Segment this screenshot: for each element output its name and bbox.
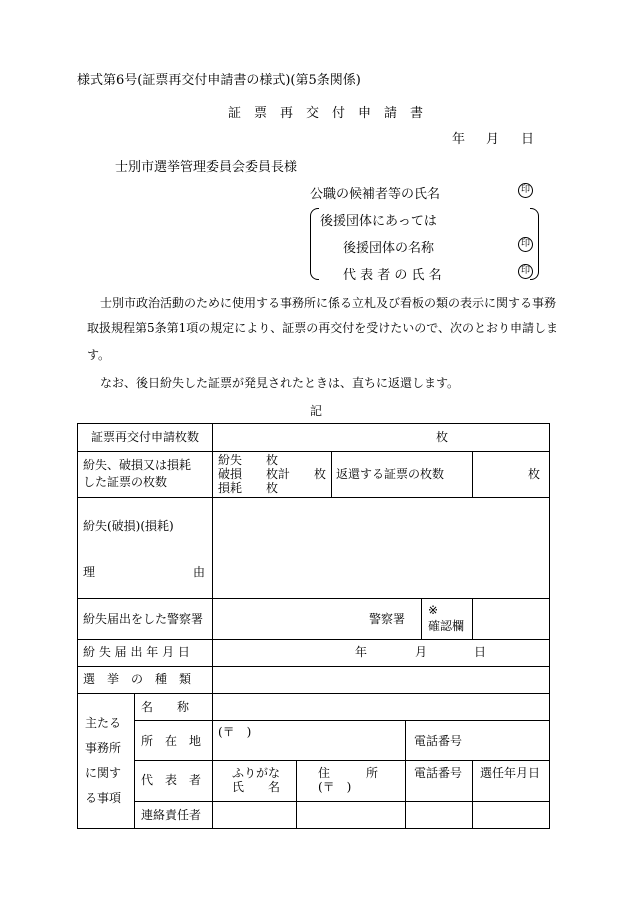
body-line-1: 士別市政治活動のために使用する事務所に係る立札及び看板の類の表示に関する事務	[100, 296, 557, 310]
office-group-label-4: る事項	[85, 791, 122, 805]
support-group-label: 後援団体にあっては	[320, 214, 437, 229]
return-count-unit: 枚	[528, 467, 541, 481]
seal-icon: 印	[518, 237, 533, 252]
left-bracket	[310, 208, 319, 280]
appointment-date-label: 選任年月日	[480, 766, 541, 780]
support-group-name-label: 後援団体の名称	[343, 241, 435, 256]
seal-icon: 印	[518, 264, 533, 279]
shimei-label: 氏 名	[232, 780, 281, 794]
addressee: 士別市選挙管理委員会委員長様	[115, 160, 298, 175]
report-date-month: 月	[415, 645, 428, 659]
office-name-label: 名 称	[141, 700, 190, 714]
jusho-label: 住 所	[318, 766, 379, 780]
office-group-label-1: 主たる	[85, 716, 122, 730]
application-count-unit: 枚	[436, 430, 449, 444]
reason-label-2a: 理	[83, 565, 96, 579]
postal-code-2: (〒 )	[318, 780, 352, 794]
date-month: 月	[486, 132, 500, 147]
police-station-label: 紛失届出をした警察署	[83, 612, 204, 626]
form-label: 様式第6号(証票再交付申請書の様式)(第5条関係)	[77, 73, 361, 88]
contact-person-label: 連絡責任者	[141, 808, 202, 822]
body-line-2: 取扱規程第5条第1項の規定により、証票の再交付を受けたいので、次のとおり申請しま	[87, 321, 559, 335]
lost-count: 紛失 枚	[218, 453, 279, 467]
furigana-label: ふりがな	[232, 766, 281, 780]
application-count-label: 証票再交付申請枚数	[91, 430, 200, 444]
police-station-suffix: 警察署	[369, 612, 406, 626]
lost-count-label-2: した証票の枚数	[83, 475, 168, 489]
damaged-count: 破損 枚計 枚	[218, 467, 327, 481]
report-date-day: 日	[474, 645, 487, 659]
phone-label: 電話番号	[414, 734, 463, 748]
postal-code: (〒 )	[218, 725, 252, 739]
candidate-name-label: 公職の候補者等の氏名	[310, 187, 441, 202]
return-count-label: 返還する証票の枚数	[336, 467, 445, 481]
document-title: 証 票 再 交 付 申 請 書	[228, 106, 424, 121]
worn-count: 損耗 枚	[218, 481, 279, 495]
report-date-label: 紛 失 届 出 年 月 日	[83, 645, 190, 659]
election-type-label: 選 挙 の 種 類	[83, 672, 192, 686]
office-group-label-3: に関す	[85, 766, 122, 780]
office-address-label: 所 在 地	[141, 734, 202, 748]
office-group-label-2: 事務所	[85, 741, 122, 755]
representative-name-label: 代 表 者 の 氏 名	[343, 268, 442, 283]
report-date-year: 年	[355, 645, 368, 659]
date-day: 日	[521, 132, 535, 147]
body-line-3: す。	[87, 348, 111, 362]
seal-icon: 印	[518, 183, 533, 198]
ki-label: 記	[310, 404, 323, 418]
note-mark: ※	[428, 603, 439, 617]
phone-label-2: 電話番号	[414, 766, 463, 780]
date-year: 年	[452, 132, 466, 147]
lost-count-label-1: 紛失、破損又は損耗	[83, 458, 192, 472]
confirmation-column-label: 確認欄	[428, 619, 465, 633]
reason-label-2b: 由	[193, 565, 206, 579]
reason-label-1: 紛失(破損)(損耗)	[83, 519, 174, 533]
representative-label: 代 表 者	[141, 773, 202, 787]
body-line-4: なお、後日紛失した証票が発見されたときは、直ちに返還します。	[100, 376, 460, 390]
